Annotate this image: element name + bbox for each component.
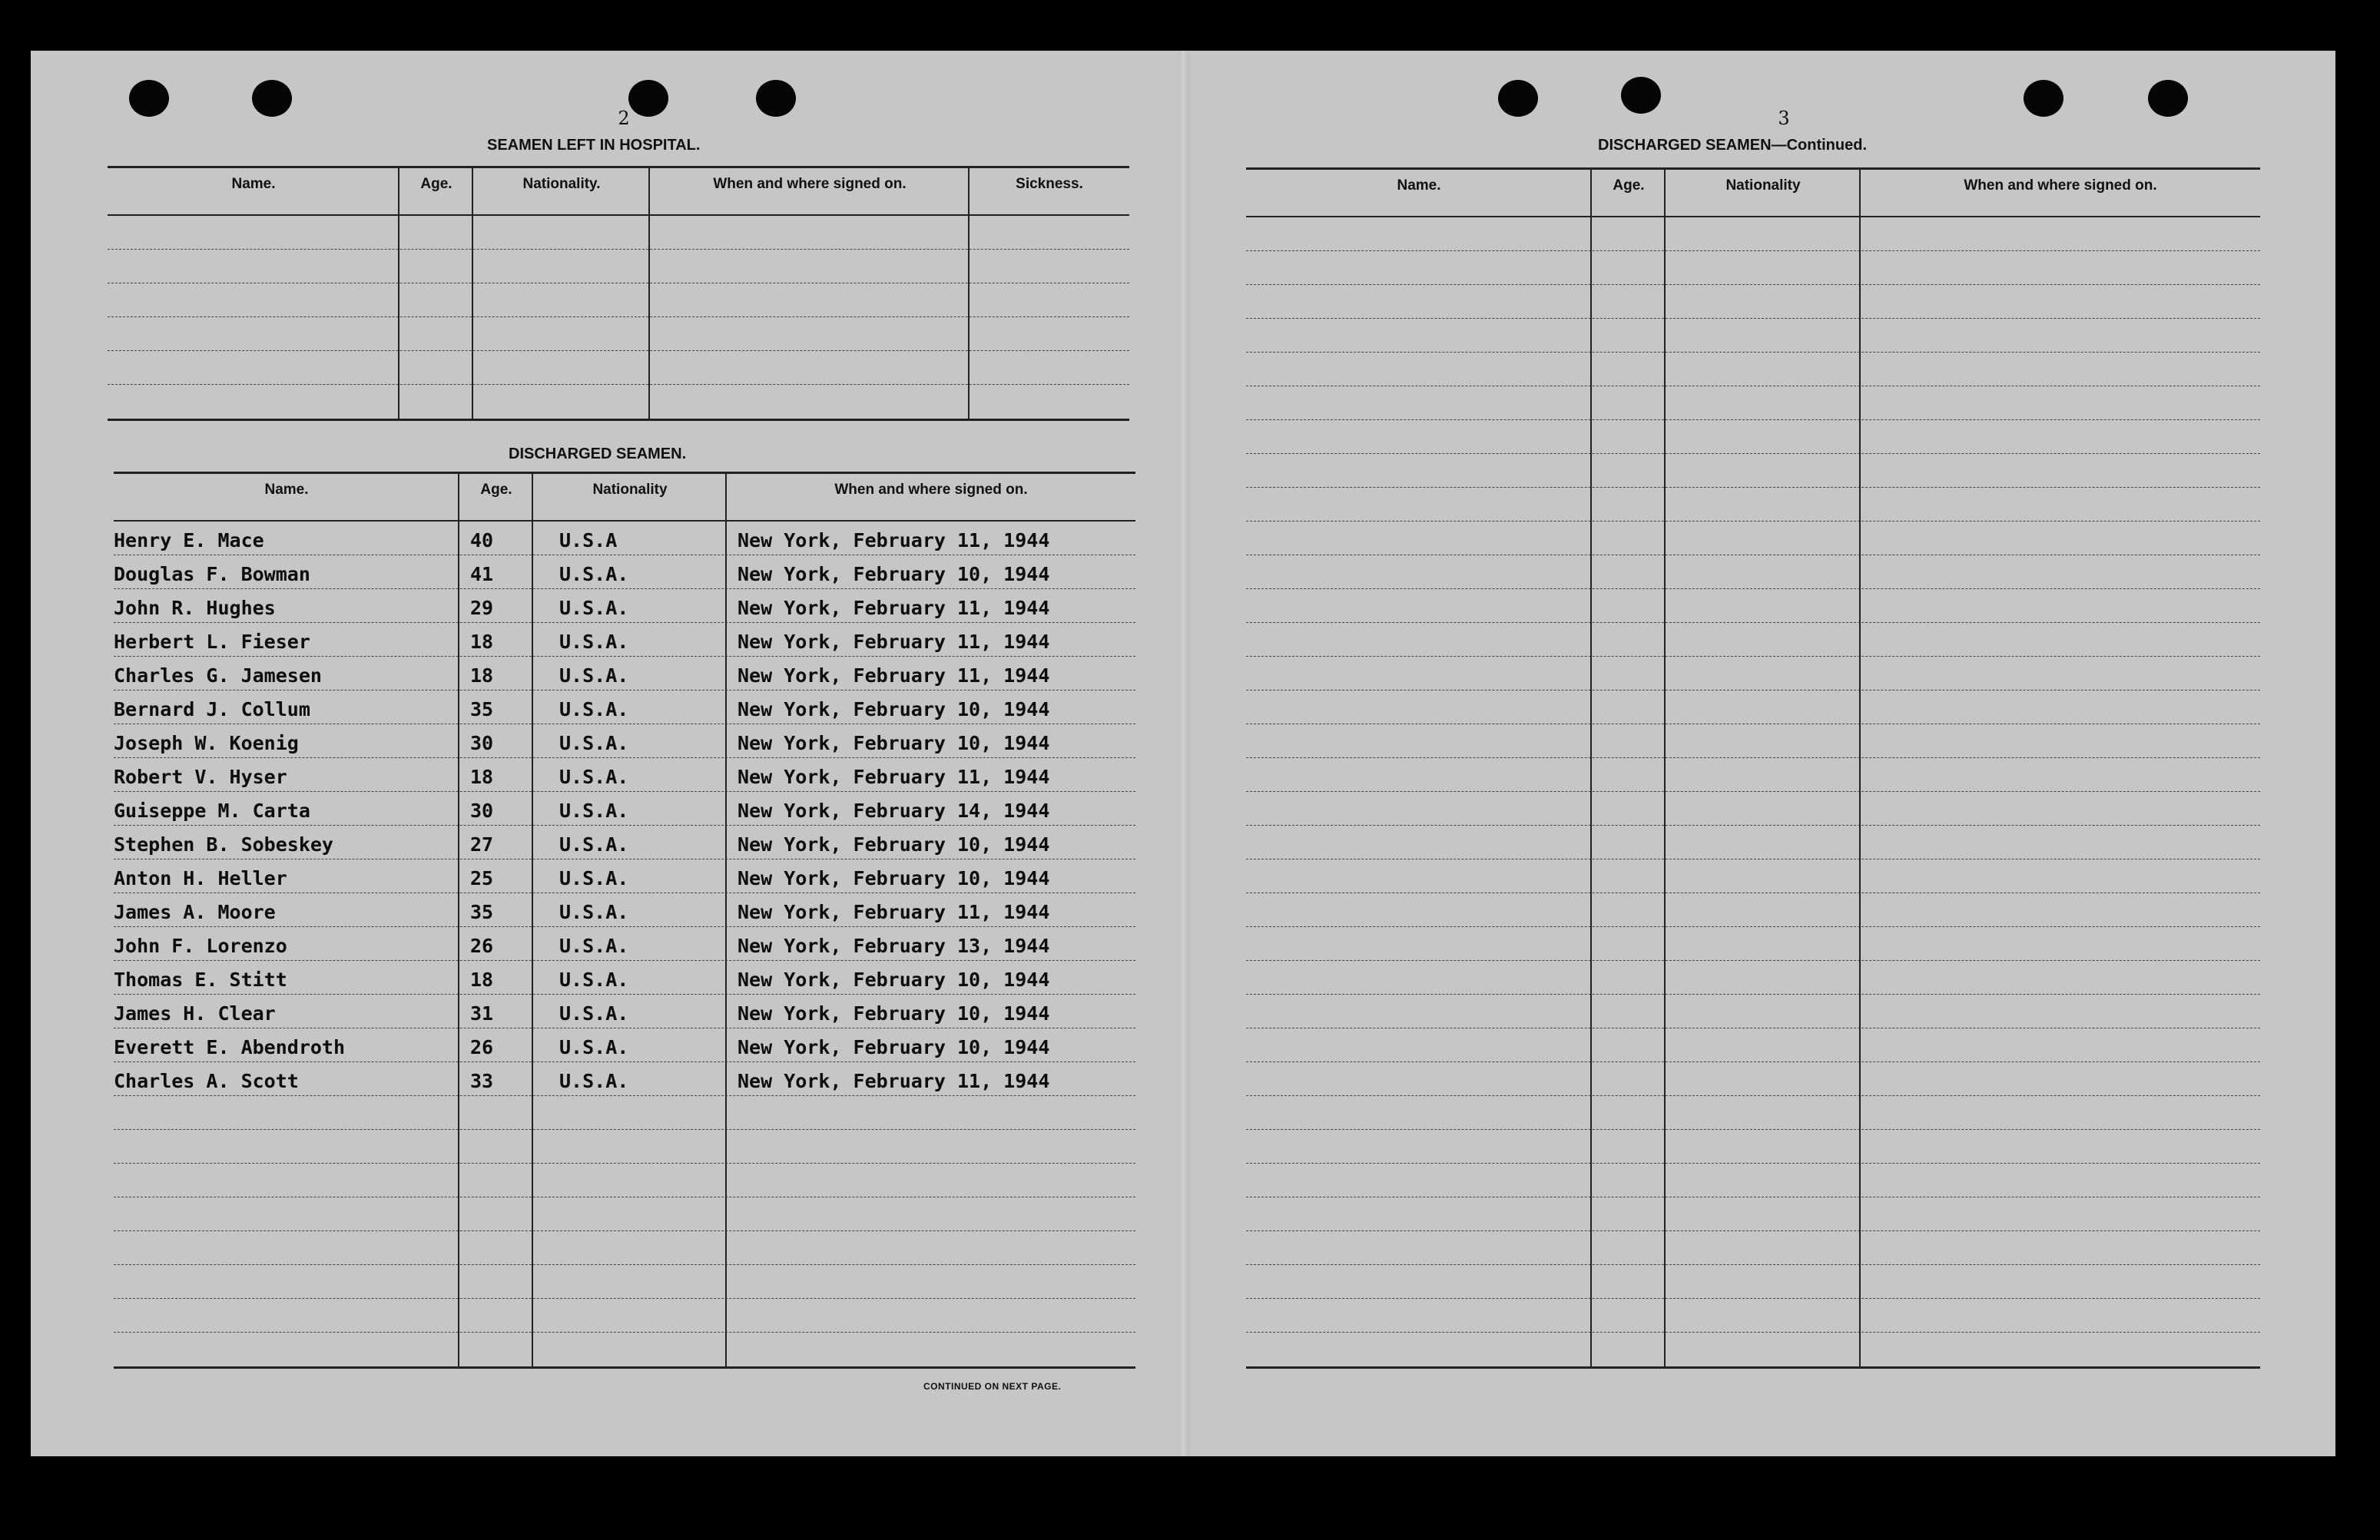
seaman-age: 31 — [470, 1002, 494, 1025]
punch-hole — [1498, 80, 1538, 117]
table-row — [1246, 995, 2260, 1028]
discharged-continued-title: DISCHARGED SEAMEN—Continued. — [1598, 137, 1867, 154]
col-header-signed-on: When and where signed on. — [834, 482, 1028, 498]
table-row — [108, 351, 1129, 385]
seaman-age: 27 — [470, 833, 494, 856]
table-row — [114, 1096, 1135, 1130]
seaman-name: Charles A. Scott — [114, 1070, 299, 1092]
seaman-age: 26 — [470, 935, 494, 957]
table-row — [114, 691, 1135, 724]
continued-note: CONTINUED ON NEXT PAGE. — [923, 1381, 1062, 1392]
seaman-nationality: U.S.A. — [559, 1070, 629, 1092]
table-row — [1246, 217, 2260, 251]
table-row — [1246, 758, 2260, 792]
table-row — [1246, 1333, 2260, 1366]
table-row — [1246, 386, 2260, 420]
table-row — [1246, 792, 2260, 826]
seaman-name: Bernard J. Collum — [114, 698, 310, 720]
seaman-age: 25 — [470, 867, 494, 889]
table-row — [108, 283, 1129, 317]
table-row — [114, 1299, 1135, 1333]
seaman-name: Anton H. Heller — [114, 867, 287, 889]
seaman-signed-on: New York, February 10, 1944 — [738, 833, 1050, 856]
table-row — [114, 623, 1135, 657]
table-row — [1246, 961, 2260, 995]
table-row — [1246, 1028, 2260, 1062]
table-row — [1246, 420, 2260, 454]
table-row — [114, 961, 1135, 995]
seaman-age: 30 — [470, 800, 494, 822]
table-row — [114, 1164, 1135, 1197]
table-row — [1246, 657, 2260, 691]
table-row — [1246, 454, 2260, 488]
seaman-name: Herbert L. Fieser — [114, 631, 310, 653]
table-row — [108, 385, 1129, 419]
table-row — [114, 859, 1135, 893]
table-row — [1246, 724, 2260, 758]
table-row — [114, 792, 1135, 826]
seaman-signed-on: New York, February 11, 1944 — [738, 766, 1050, 788]
column-divider — [1664, 170, 1666, 1366]
seaman-nationality: U.S.A. — [559, 563, 629, 585]
column-divider — [472, 168, 473, 419]
seaman-signed-on: New York, February 10, 1944 — [738, 1002, 1050, 1025]
seaman-nationality: U.S.A. — [559, 1036, 629, 1058]
col-header-nationality: Nationality — [592, 482, 668, 498]
seaman-nationality: U.S.A. — [559, 1002, 629, 1025]
right-page — [1183, 51, 2335, 1456]
table-row — [1246, 555, 2260, 589]
seaman-name: Thomas E. Stitt — [114, 969, 287, 991]
seaman-nationality: U.S.A. — [559, 732, 629, 754]
seaman-signed-on: New York, February 10, 1944 — [738, 732, 1050, 754]
hospital-section-title: SEAMEN LEFT IN HOSPITAL. — [487, 137, 701, 154]
table-row — [114, 1333, 1135, 1366]
column-divider — [398, 168, 399, 419]
table-row — [114, 893, 1135, 927]
table-row — [114, 1028, 1135, 1062]
hospital-table-header — [108, 168, 1129, 216]
table-row — [1246, 1265, 2260, 1299]
table-row — [1246, 691, 2260, 724]
punch-hole — [2024, 80, 2063, 117]
table-row — [1246, 353, 2260, 386]
table-row — [1246, 1164, 2260, 1197]
seaman-nationality: U.S.A. — [559, 935, 629, 957]
column-divider — [648, 168, 650, 419]
hospital-table — [108, 166, 1129, 421]
table-row — [1246, 623, 2260, 657]
table-row — [1246, 285, 2260, 319]
seaman-name: Henry E. Mace — [114, 529, 264, 551]
table-row — [1246, 1130, 2260, 1164]
table-row — [1246, 488, 2260, 522]
table-row — [114, 724, 1135, 758]
seaman-nationality: U.S.A. — [559, 833, 629, 856]
seaman-signed-on: New York, February 11, 1944 — [738, 901, 1050, 923]
seaman-nationality: U.S.A. — [559, 766, 629, 788]
column-divider — [968, 168, 970, 419]
column-divider — [725, 474, 727, 1366]
punch-hole — [252, 80, 292, 117]
punch-hole — [129, 80, 169, 117]
table-row — [114, 927, 1135, 961]
discharged-table — [114, 472, 1135, 1369]
seaman-nationality: U.S.A. — [559, 698, 629, 720]
col-header-age: Age. — [1613, 177, 1645, 194]
table-row — [114, 1265, 1135, 1299]
seaman-age: 33 — [470, 1070, 494, 1092]
column-divider — [458, 474, 459, 1366]
seaman-age: 18 — [470, 631, 494, 653]
seaman-age: 18 — [470, 969, 494, 991]
table-row — [1246, 893, 2260, 927]
col-header-signed-on: When and where signed on. — [713, 176, 907, 192]
seaman-name: Stephen B. Sobeskey — [114, 833, 333, 856]
table-row — [1246, 859, 2260, 893]
seaman-age: 30 — [470, 732, 494, 754]
punch-hole — [2148, 80, 2188, 117]
seaman-age: 35 — [470, 698, 494, 720]
seaman-age: 26 — [470, 1036, 494, 1058]
table-row — [114, 995, 1135, 1028]
seaman-name: Joseph W. Koenig — [114, 732, 299, 754]
column-divider — [1590, 170, 1592, 1366]
table-row — [1246, 589, 2260, 623]
seaman-name: Guiseppe M. Carta — [114, 800, 310, 822]
table-row — [1246, 1299, 2260, 1333]
table-row — [114, 758, 1135, 792]
seaman-signed-on: New York, February 10, 1944 — [738, 969, 1050, 991]
column-divider — [1859, 170, 1861, 1366]
column-divider — [532, 474, 533, 1366]
seaman-nationality: U.S.A — [559, 529, 618, 551]
discharged-continued-table — [1246, 167, 2260, 1369]
col-header-signed-on: When and where signed on. — [1964, 177, 2157, 194]
seaman-name: John F. Lorenzo — [114, 935, 287, 957]
table-row — [1246, 251, 2260, 285]
discharged-table-header — [114, 474, 1135, 522]
table-row — [1246, 522, 2260, 555]
seaman-nationality: U.S.A. — [559, 664, 629, 687]
seaman-signed-on: New York, February 11, 1944 — [738, 597, 1050, 619]
table-row — [114, 826, 1135, 859]
table-row — [1246, 1231, 2260, 1265]
seaman-signed-on: New York, February 10, 1944 — [738, 563, 1050, 585]
seaman-nationality: U.S.A. — [559, 800, 629, 822]
seaman-name: Robert V. Hyser — [114, 766, 287, 788]
seaman-signed-on: New York, February 11, 1944 — [738, 631, 1050, 653]
seaman-nationality: U.S.A. — [559, 901, 629, 923]
table-row — [114, 1130, 1135, 1164]
scanned-document — [31, 51, 2335, 1456]
left-page — [31, 51, 1183, 1456]
punch-hole — [756, 80, 796, 117]
seaman-age: 29 — [470, 597, 494, 619]
seaman-name: Charles G. Jamesen — [114, 664, 322, 687]
page-number: 3 — [1778, 108, 1790, 129]
seaman-signed-on: New York, February 10, 1944 — [738, 867, 1050, 889]
seaman-signed-on: New York, February 10, 1944 — [738, 698, 1050, 720]
table-row — [114, 657, 1135, 691]
punch-hole — [1621, 77, 1661, 114]
seaman-nationality: U.S.A. — [559, 867, 629, 889]
col-header-nationality: Nationality — [1725, 177, 1801, 194]
table-row — [114, 1197, 1135, 1231]
col-header-name: Name. — [264, 482, 309, 498]
seaman-age: 18 — [470, 766, 494, 788]
seaman-signed-on: New York, February 10, 1944 — [738, 1036, 1050, 1058]
discharged-section-title: DISCHARGED SEAMEN. — [509, 445, 687, 462]
col-header-sickness: Sickness. — [1016, 176, 1083, 192]
seaman-name: John R. Hughes — [114, 597, 276, 619]
table-row — [1246, 1197, 2260, 1231]
discharged-continued-header — [1246, 170, 2260, 217]
table-row — [114, 1231, 1135, 1265]
col-header-name: Name. — [231, 176, 276, 192]
col-header-age: Age. — [480, 482, 512, 498]
col-header-name: Name. — [1397, 177, 1441, 194]
table-row — [1246, 1096, 2260, 1130]
seaman-age: 40 — [470, 529, 494, 551]
table-row — [114, 555, 1135, 589]
seaman-signed-on: New York, February 14, 1944 — [738, 800, 1050, 822]
seaman-name: Douglas F. Bowman — [114, 563, 310, 585]
seaman-signed-on: New York, February 11, 1944 — [738, 529, 1050, 551]
seaman-age: 41 — [470, 563, 494, 585]
seaman-signed-on: New York, February 11, 1944 — [738, 664, 1050, 687]
table-row — [1246, 826, 2260, 859]
table-row — [108, 250, 1129, 283]
seaman-name: James H. Clear — [114, 1002, 276, 1025]
table-row — [114, 589, 1135, 623]
discharged-rows — [114, 522, 1135, 1366]
seaman-nationality: U.S.A. — [559, 597, 629, 619]
seaman-signed-on: New York, February 11, 1944 — [738, 1070, 1050, 1092]
seaman-nationality: U.S.A. — [559, 969, 629, 991]
continued-rows — [1246, 217, 2260, 1366]
table-row — [114, 1062, 1135, 1096]
table-row — [1246, 319, 2260, 353]
table-row — [1246, 1062, 2260, 1096]
table-row — [1246, 927, 2260, 961]
seaman-age: 18 — [470, 664, 494, 687]
seaman-name: Everett E. Abendroth — [114, 1036, 346, 1058]
seaman-name: James A. Moore — [114, 901, 276, 923]
seaman-nationality: U.S.A. — [559, 631, 629, 653]
seaman-signed-on: New York, February 13, 1944 — [738, 935, 1050, 957]
table-row — [108, 216, 1129, 250]
seaman-age: 35 — [470, 901, 494, 923]
table-row — [108, 317, 1129, 351]
col-header-age: Age. — [420, 176, 452, 192]
table-row — [114, 522, 1135, 555]
page-number: 2 — [618, 108, 630, 129]
col-header-nationality: Nationality. — [522, 176, 601, 192]
